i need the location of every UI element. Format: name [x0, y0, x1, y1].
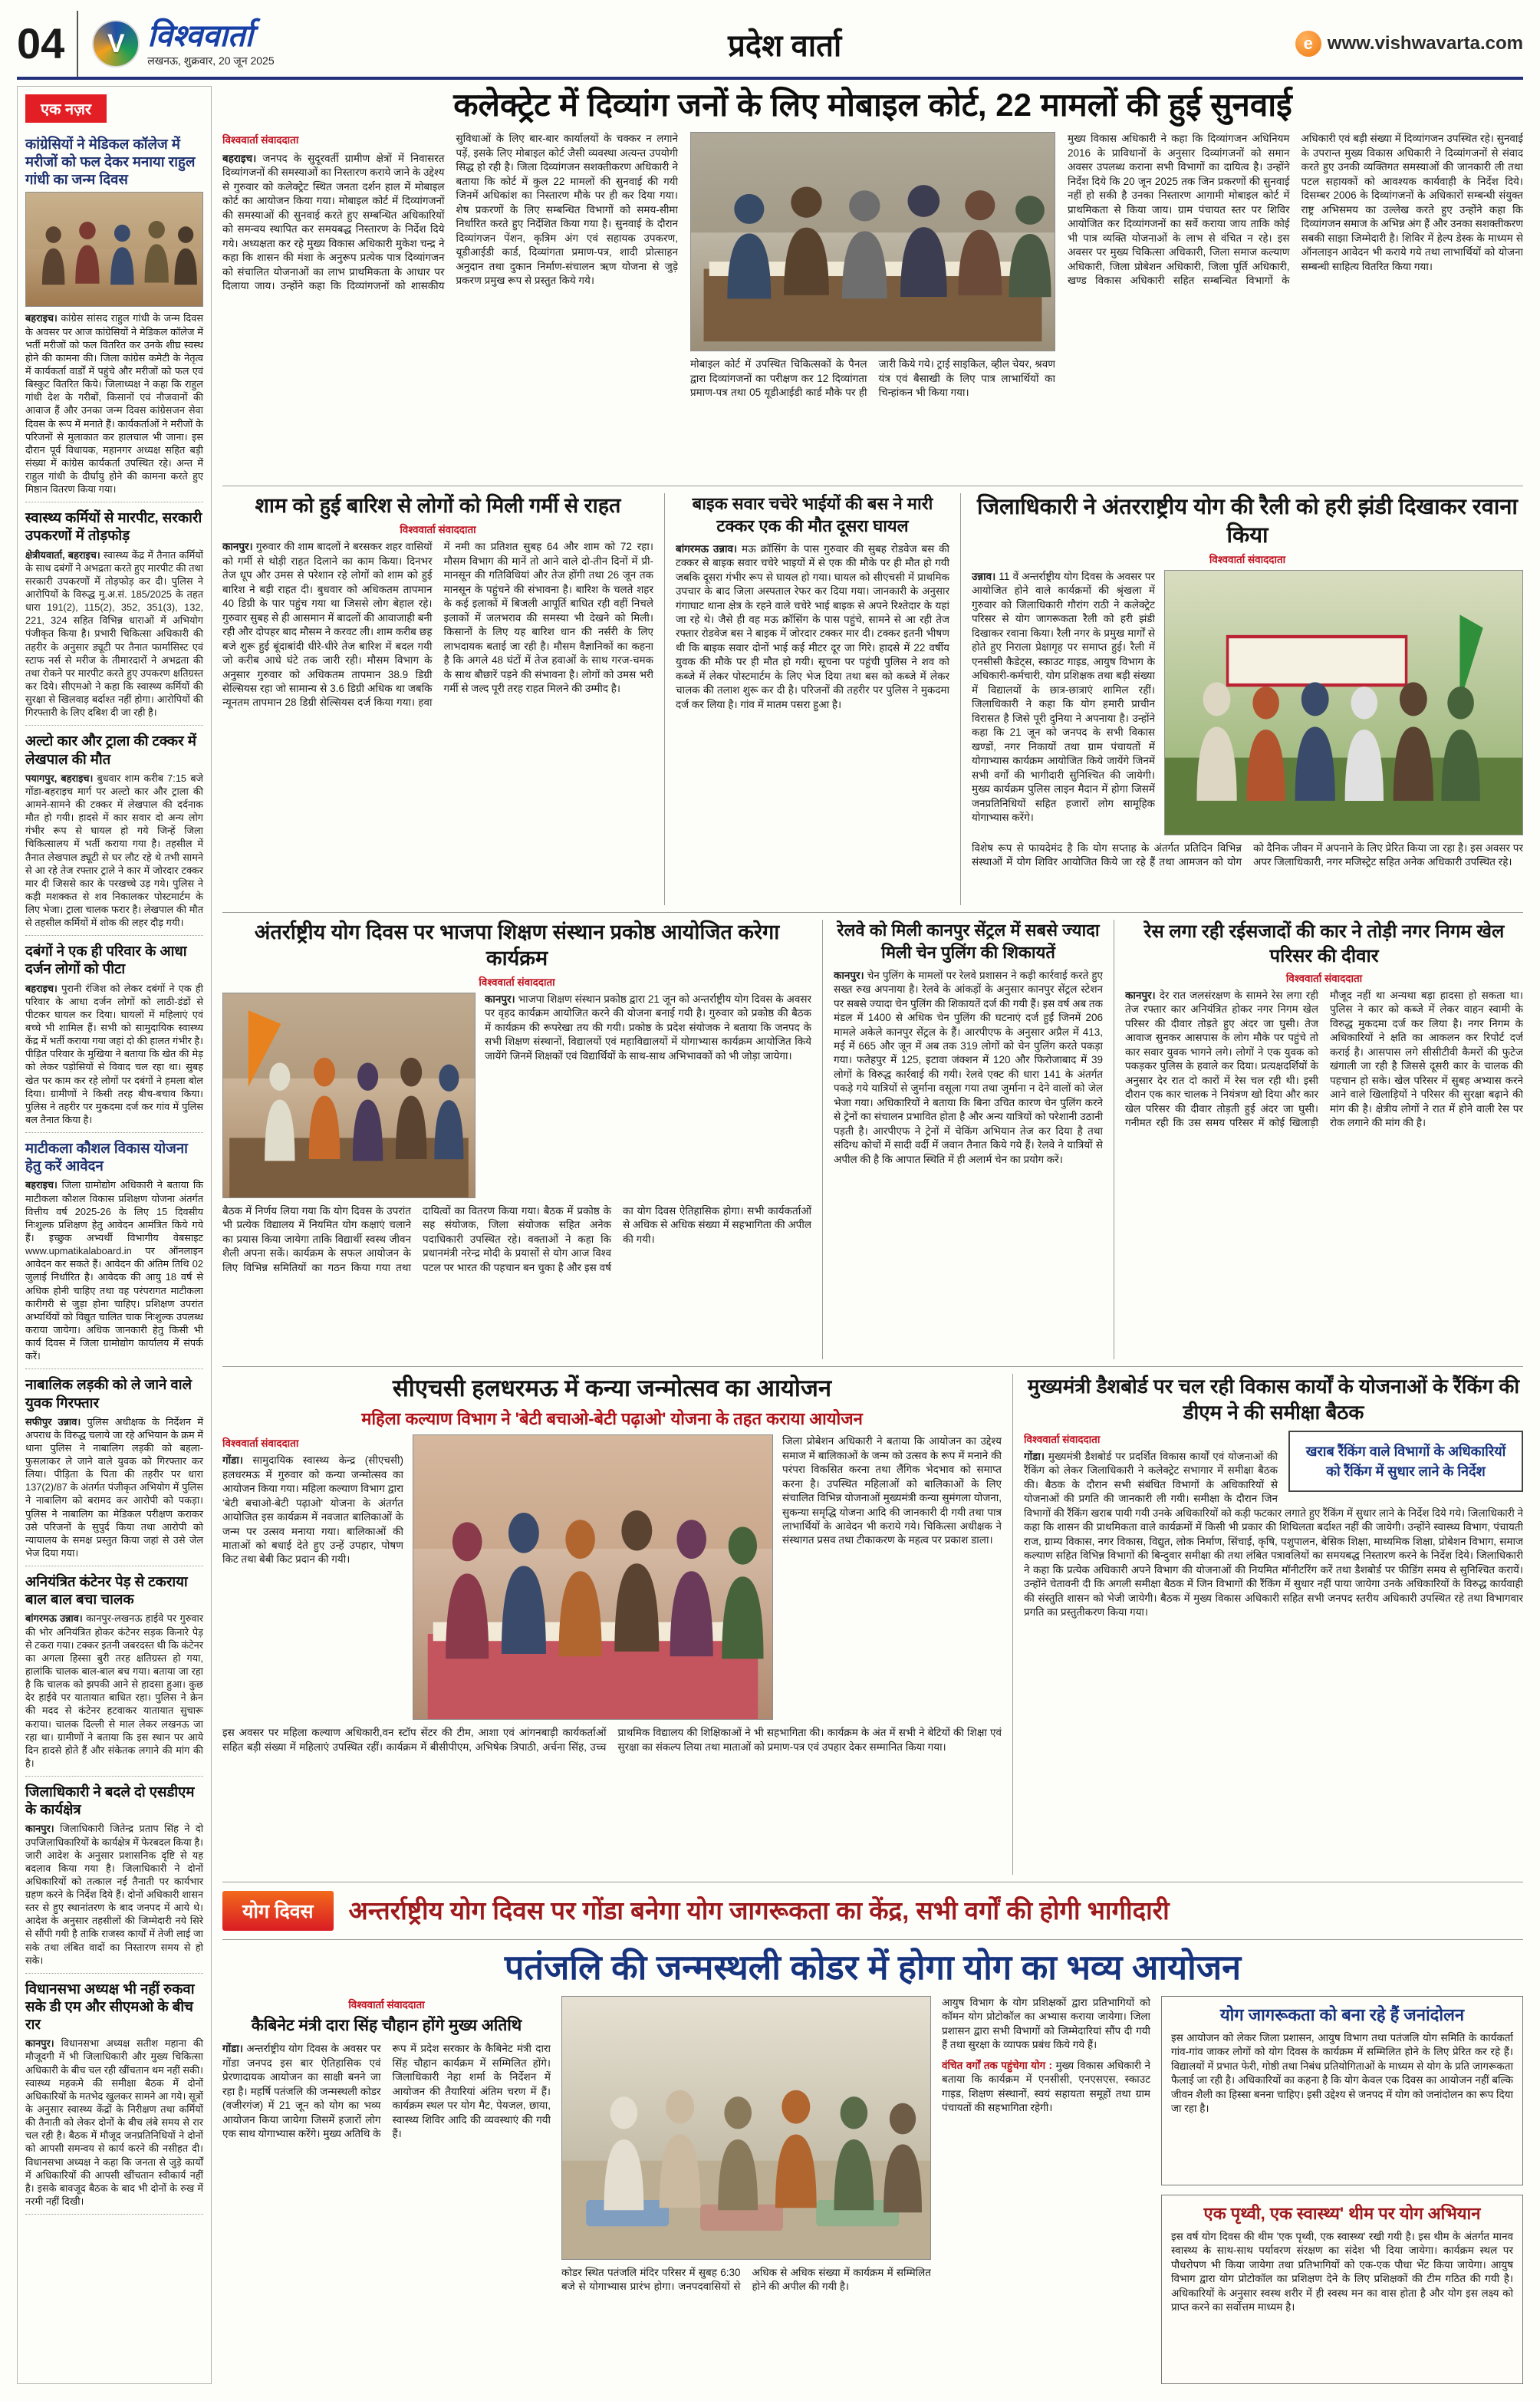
globe-icon: e [1295, 31, 1321, 57]
article-body: मुख्य विकास अधिकारी ने बताया कि कार्यक्रम में एनसीसी, एनएसएस, स्काउट गाइड, शिक्षण संस्थानों, स्वयं सहायता समूहों तथा ग्राम पंचायतों की सहभागिता रहेगी। [942, 2059, 1150, 2114]
article-bjp-yoga-program [222, 920, 811, 1359]
article-body: 11 वें अन्तर्राष्ट्रीय योग दिवस के अवसर पर आयोजित होने वाले कार्यक्रमों की श्रृंखला में गुरुवार को जिलाधिकारी गौरांग राठी ने कलेक्ट्रेट परिसर से योग जागरूकता रैली को हरी झंडी दिखाकर रवाना किया। रैली नगर के प्रमुख मार्गों से होते हुए निराला प्रेक्षागृह पर समाप्त हुई। रैली में एनसीसी कैडेट्स, स्काउट गाइड, आयुष विभाग के अधिकारी-कर्मचारी, योग प्रशिक्षक तथा बड़ी संख्या में विद्यालयों के छात्र-छात्राएं शामिल रहीं। जिलाधिकारी ने कहा कि योग हमारी प्राचीन विरासत है जिसे पूरी दुनिया ने अपनाया है। उन्होंने कहा कि 21 जून को जनपद के सभी विकास खण्डों, नगर निकायों तथा ग्राम पंचायतों में योगाभ्यास कार्यक्रम आयोजित किये जायेंगे जिनमें सभी वर्गों की भागीदारी सुनिश्चित की जायेगी। मुख्य कार्यक्रम पुलिस लाइन मैदान में होगा जिसमें जनप्रतिनिधियों सहित हजारों लोग सामूहिक योगाभ्यास करेंगे। [972, 570, 1155, 824]
article-headline: जिलाधिकारी ने अंतरराष्ट्रीय योग की रैली को हरी झंडी दिखाकर रवाना किया [977, 495, 1518, 548]
yog-diwas-badge: योग दिवस [222, 1891, 334, 1931]
sidebar-article-congress [25, 129, 203, 502]
dateline: कानपुर। [834, 969, 864, 981]
article-body: चेन पुलिंग के मामलों पर रेलवे प्रशासन ने कड़ी कार्रवाई करते हुए सख्त रुख अपनाया है। रेलवे के आंकड़ों के अनुसार कानपुर सेंट्रल स्टेशन पर सबसे ज्यादा चेन पुलिंग की शिकायतें दर्ज की गयी हैं। इस वर्ष अब तक मंडल में 1400 से अधिक चेन पुलिंग की घटनाएं दर्ज हुईं जिनमें 206 मामले अकेले कानपुर सेंट्रल के हैं। आरपीएफ के अनुसार अप्रैल में 413, मई में 665 और जून में अब तक 319 लोगों को चेन पुलिंग करते पकड़ा गया। फतेहपुर में 125, इटावा जंक्शन में 120 और फिरोजाबाद में 39 लोगों के विरुद्ध कार्रवाई की गयी। रेलवे एक्ट की धारा 141 के अंतर्गत पकड़े गये यात्रियों से जुर्माना वसूला गया तथा जुर्माना न देने वालों को जेल भेजा गया। अधिकारियों ने बताया कि बिना उचित कारण चेन पुलिंग करने से ट्रेनों का संचालन प्रभावित होता है और अन्य यात्रियों को परेशानी उठानी पड़ती है। आरपीएफ ने ट्रेनों में चेकिंग अभियान तेज कर दिया है तथा संदिग्ध कोचों में सादी वर्दी में जवान तैनात किये गये हैं। रेलवे ने यात्रियों से अपील की है कि आपात स्थिति में ही अलार्म चेन का प्रयोग करें। [834, 969, 1103, 1165]
article-headline: रेस लगा रही रईसजादों की कार ने तोड़ी नगर निगम खेल परिसर की दीवार [1143, 921, 1505, 967]
byline: विश्ववार्ता संवाददाता [1024, 1433, 1101, 1445]
article-body: पुलिस अधीक्षक के निर्देशन में अपराध के विरुद्ध चलाये जा रहे अभियान के क्रम में थाना पुलिस ने नाबालिग लड़की को बहला-फुसलाकर ले जाने वाले युवक को गिरफ्तार कर लिया। पीड़िता के पिता की तहरीर पर धारा 137(2)/87 के अंतर्गत पंजीकृत अभियोग में पुलिस ने नाबालिग को बरामद कर आरोपी को पकड़ा। पुलिस ने नाबालिग का मेडिकल परीक्षण कराकर उसे परिजनों के सुपुर्द किया तथा आरोपी को न्यायालय के समक्ष प्रस्तुत किया जहां से उसे जेल भेज दिया गया। [25, 1415, 203, 1559]
yog-diwas-strip [222, 1882, 1523, 1932]
article-headline: एक पृथ्वी, एक स्वास्थ्य' थीम पर योग अभियान [1203, 2204, 1481, 2223]
sidebar-article-family-beaten [25, 936, 203, 1133]
article-subhead: कैबिनेट मंत्री दारा सिंह चौहान होंगे मुख्य अतिथि [251, 2017, 522, 2034]
article-body: जिला प्रोबेशन अधिकारी ने बताया कि आयोजन का उद्देश्य समाज में बालिकाओं के जन्म को उत्सव के रूप में मनाने की परंपरा विकसित करना तथा लैंगिक भेदभाव को समाप्त करना है। उपस्थित महिलाओं को बालिकाओं के लिए संचालित विभिन्न योजनाओं मुख्यमंत्री कन्या सुमंगला योजना, सुकन्या समृद्धि योजना आदि की जानकारी दी गयी तथा पात्र लाभार्थियों के आवेदन भी कराये गये। चिकित्सा अधीक्षक ने संस्थागत प्रसव तथा टीकाकरण के महत्व पर प्रकाश डाला। [782, 1435, 1002, 1546]
article-body: विशेष रूप से फायदेमंद है कि योग सप्ताह के अंतर्गत प्रतिदिन विभिन्न संस्थाओं में योग शिविर आयोजित किये जा रहे हैं तथा आमजन को योग को दैनिक जीवन में अपनाने के लिए प्रेरित किया जा रहा है। इस अवसर पर अपर जिलाधिकारी, नगर मजिस्ट्रेट सहित अनेक अधिकारी उपस्थित रहे। [972, 842, 1523, 868]
byline: विश्ववार्ता संवाददाता [479, 976, 555, 988]
sidebar-article-dm-cmo-dispute [25, 1974, 203, 2215]
article-headline: जिलाधिकारी ने बदले दो एसडीएम के कार्यक्षेत्र [25, 1783, 195, 1818]
article-headline: मुख्यमंत्री डैशबोर्ड पर चल रही विकास कार्यों के योजनाओं के रैंकिंग की डीएम ने की समीक्षा बैठक [1027, 1375, 1520, 1424]
dateline: बहराइच। [222, 152, 257, 164]
article-body: मोबाइल कोर्ट में उपस्थित चिकित्सकों के पैनल द्वारा दिव्यांगजनों का परीक्षण कर 12 दिव्यांगता प्रमाण-पत्र तथा 05 यूडीआईडी कार्ड मौके पर ही जारी किये गये। ट्राई साइकिल, व्हील चेयर, श्रवण यंत्र एवं बैसाखी के लिए पात्र लाभार्थियों का चिन्हांकन भी किया गया। [690, 358, 1055, 399]
dateline: बांगरमऊ उन्नाव। [676, 542, 738, 555]
dateline: गोंडा। [222, 1454, 243, 1467]
photo-people-silhouettes [691, 133, 1055, 351]
article-body: देर रात जलसंरक्षण के सामने रेस लगा रही तेज रफ्तार कार अनियंत्रित होकर नगर निगम खेल परिसर की दीवार तोड़ते हुए अंदर जा घुसी। तेज आवाज सुनकर आसपास के लोग मौके पर पहुंचे तो कार सवार युवक भागने लगे। लोगों ने एक युवक को पकड़कर पुलिस के हवाले कर दिया। प्रत्यक्षदर्शियों के अनुसार देर रात दो कारों में रेस चल रही थी। इसी दौरान एक कार चालक ने नियंत्रण खो दिया और कार खेल परिसर की दीवार तोड़ती हुई अंदर जा घुसी। गनीमत रही कि उस समय परिसर में कोई खिलाड़ी मौजूद नहीं था अन्यथा बड़ा हादसा हो सकता था। पुलिस ने कार को कब्जे में लेकर वाहन स्वामी के विरुद्ध मुकदमा दर्ज कर लिया है। नगर निगम के अधिकारियों ने क्षति का आकलन कर रिपोर्ट दर्ज कराई है। आसपास लगे सीसीटीवी कैमरों की फुटेज खंगाली जा रही है जिससे दूसरी कार के चालक की पहचान हो सके। खेल परिसर में सुबह अभ्यास करने आने वाले खिलाड़ियों ने परिसर की सुरक्षा बढ़ाने की मांग की है। क्षेत्रीय लोगों ने रात में होने वाली रेस पर रोक लगाने की मांग की है। [1125, 989, 1523, 1129]
dateline: गोंडा। [222, 2043, 243, 2055]
sidebar-article-sdm-transfer [25, 1777, 203, 1974]
article-race-car-wall [1114, 920, 1523, 1359]
dateline: कानपुर। [222, 541, 253, 553]
dateline: उन्नाव। [972, 570, 996, 582]
byline: विश्ववार्ता संवाददाता [1285, 972, 1363, 984]
page-number: 04 [17, 19, 65, 68]
highlight-box: खराब रैंकिंग वाले विभागों के अधिकारियों को रैंकिंग में सुधार लाने के निर्देश [1288, 1431, 1523, 1492]
article-body: इस आयोजन को लेकर जिला प्रशासन, आयुष विभाग तथा पतंजलि योग समिति के कार्यकर्ता गांव-गांव जाकर लोगों को योग दिवस के कार्यक्रम में सम्मिलित होने के लिए प्रेरित कर रहे हैं। विद्यालयों में प्रभात फेरी, गोष्ठी तथा निबंध प्रतियोगिताओं के माध्यम से योग के प्रति जागरूकता फैलाई जा रही है। अधिकारियों का कहना है कि योग केवल एक दिवस का आयोजन नहीं बल्कि जीवन शैली का हिस्सा बनना चाहिए। इसी उद्देश्य से जनपद में योग को जनांदोलन का रूप दिया जा रहा है। [1171, 2031, 1513, 2115]
photo-people-silhouettes [223, 993, 475, 1197]
article-headline: कलेक्ट्रेट में दिव्यांग जनों के लिए मोबाइल कोर्ट, 22 मामलों की हुई सुनवाई [453, 87, 1292, 123]
article-body: मुख्यमंत्री डैशबोर्ड पर प्रदर्शित विकास कार्यों एवं योजनाओं की रैंकिंग को लेकर जिलाधिकारी ने कलेक्ट्रेट सभागार में समीक्षा बैठक की। बैठक के दौरान सभी संबंधित विभागों के अधिकारियों से योजनाओं की प्रगति की जानकारी ली गयी। समीक्षा के दौरान जिन विभागों की रैंकिंग खराब पायी गयी उनके अधिकारियों को कड़ी फटकार लगाते हुए रैंकिंग में सुधार लाने के निर्देश दिये गये। जिलाधिकारी ने कहा कि शासन की प्राथमिकता वाले कार्यक्रमों में किसी भी प्रकार की शिथिलता बर्दाश्त नहीं की जायेगी। उन्होंने स्वास्थ्य विभाग, पंचायती राज, ग्राम्य विकास, नगर विकास, विद्युत, लोक निर्माण, सिंचाई, कृषि, पशुपालन, बेसिक शिक्षा, माध्यमिक शिक्षा, प्रोबेशन विभाग, समाज कल्याण सहित विभिन्न विभागों की बिन्दुवार समीक्षा की तथा लंबित पत्रावलियों का समयबद्ध निस्तारण करने के निर्देश दिये। जिलाधिकारी ने कहा कि प्रत्येक अधिकारी अपने विभाग की योजनाओं की नियमित मॉनीटरिंग करें तथा डैशबोर्ड पर फीडिंग समय से सुनिश्चित करायें। उन्होंने चेतावनी दी कि अगली समीक्षा बैठक में जिन विभागों की रैंकिंग में सुधार नहीं पाया जायेगा उनके अधिकारियों के विरुद्ध कार्यवाही की संस्तुति शासन को भेजी जायेगी। बैठक में मुख्य विकास अधिकारी सहित सभी जनपद स्तरीय अधिकारी उपस्थित रहे तथा विभागवार प्रगति का प्रस्तुतीकरण किया गया। [1024, 1450, 1523, 1619]
strip-headline: अन्तर्राष्ट्रीय योग दिवस पर गोंडा बनेगा योग जागरूकता का केंद्र, सभी वर्गों की होगी भागीदारी [348, 1896, 1170, 1925]
photo-bjp-meeting [222, 993, 475, 1198]
article-headline: नाबालिक लड़की को ले जाने वाले युवक गिरफ्तार [25, 1376, 192, 1411]
article-subhead: महिला कल्याण विभाग ने 'बेटी बचाओ-बेटी पढ़ाओ' योजना के तहत कराया आयोजन [361, 1409, 863, 1429]
article-body: भाजपा शिक्षण संस्थान प्रकोष्ठ द्वारा 21 जून को अन्तर्राष्ट्रीय योग दिवस के अवसर पर वृहद कार्यक्रम आयोजित करने की योजना बनाई गयी है। गुरुवार को प्रकोष्ठ की बैठक में कार्यक्रम की रूपरेखा तय की गयी। प्रकोष्ठ के प्रदेश संयोजक ने बताया कि जनपद के सभी शिक्षण संस्थानों, विद्यालयों एवं महाविद्यालयों में योगाभ्यास कार्यक्रम आयोजित किये जायेंगे जिनमें शिक्षकों एवं विद्यार्थियों के साथ-साथ अभिभावकों को भी जोड़ा जायेगा। [485, 993, 811, 1062]
row-weather-accident-rally [222, 486, 1523, 905]
article-headline: दबंगों ने एक ही परिवार के आधा दर्जन लोगों को पीटा [25, 943, 187, 977]
article-body: कानपुर-लखनऊ हाईवे पर गुरुवार की भोर अनियंत्रित होकर कंटेनर सड़क किनारे पेड़ से टकरा गया। टक्कर इतनी जबरदस्त थी कि कंटेनर का अगला हिस्सा बुरी तरह क्षतिग्रस्त हो गया, हालांकि चालक बाल-बाल बच गया। बताया जा रहा है कि चालक को झपकी आने से हादसा हुआ। कुछ देर हाईवे पर यातायात बाधित रहा। पुलिस ने क्रेन की मदद से कंटेनर हटवाकर यातायात सुचारू कराया। चालक दिल्ली से माल लेकर लखनऊ जा रहा था। ग्रामीणों ने बताया कि इस स्थान पर आये दिन हादसे होते हैं और संकेतक लगाने की मांग की है। [25, 1612, 204, 1769]
section-title: प्रदेश वार्ता [728, 28, 842, 63]
page-content [17, 86, 1523, 2384]
article-body: मुख्य विकास अधिकारी ने कहा कि दिव्यांगजन अधिनियम 2016 के प्राविधानों के अनुसार दिव्यांगजनों को समान अवसर उपलब्ध कराना सभी विभागों का दायित्व है। उन्होंने निर्देश दिये कि 20 जून 2025 तक जिन प्रकरणों की सुनवाई नहीं हो सकी है उनका निस्तारण आगामी मोबाइल कोर्ट में प्राथमिकता से किया जाय। ग्राम पंचायत स्तर पर शिविर आयोजित कर दिव्यांगजनों का सर्वे कराया जाय ताकि कोई भी पात्र व्यक्ति योजनाओं के लाभ से वंचित न रहे। इस अवसर पर मुख्य चिकित्सा अधिकारी, जिला समाज कल्याण अधिकारी, जिला प्रोबेशन अधिकारी, जिला पूर्ति अधिकारी, खण्ड विकास अधिकारी सहित सम्बन्धित विभागों के अधिकारी एवं बड़ी संख्या में दिव्यांगजन उपस्थित रहे। सुनवाई के उपरान्त मुख्य विकास अधिकारी ने दिव्यांगजनों से संवाद करते हुए उनकी व्यक्तिगत समस्याओं की जानकारी ली तथा पटल सहायकों को आवश्यक कार्यवाही के निर्देश दिये। दिसम्बर 2006 के दिव्यांगजनों के अधिकारों सम्बन्धी संयुक्त राष्ट्र अभिसमय का उल्लेख करते हुए उन्होंने कहा कि दिव्यांगजन समाज के अभिन्न अंग हैं और उनका सशक्तीकरण सबकी साझा जिम्मेदारी है। शिविर में हेल्प डेस्क के माध्यम से ऑनलाइन आवेदन भी कराये गये तथा लाभार्थियों को योजना सम्बन्धी साहित्य वितरित किया गया। [1068, 133, 1523, 287]
article-headline: बाइक सवार चचेरे भाईयों की बस ने मारी टक्कर एक की मौत दूसरा घायल [692, 494, 933, 535]
article-headline: अल्टो कार और ट्राला की टक्कर में लेखपाल की मौत [25, 733, 196, 767]
photo-people-silhouettes [26, 193, 202, 306]
page-number-block [17, 11, 78, 77]
byline: विश्ववार्ता संवाददाता [400, 524, 476, 536]
brand-block [92, 20, 274, 68]
article-headline: स्वास्थ्य कर्मियों से मारपीट, सरकारी उपकरणों में तोड़फोड़ [25, 509, 202, 544]
dateline: गोंडा। [1024, 1450, 1045, 1462]
byline: विश्ववार्ता संवाददाता [1209, 553, 1286, 565]
article-headline: शाम को हुई बारिश से लोगों को मिली गर्मी से राहत [255, 494, 621, 518]
article-yog-theme [1161, 2195, 1523, 2384]
article-bike-bus-accident [664, 493, 949, 905]
article-chain-pulling [822, 920, 1103, 1359]
article-headline: पतंजलि की जन्मस्थली कोडर में होगा योग का भव्य आयोजन [504, 1948, 1242, 1987]
photo-congress-fruit-distribution [25, 192, 203, 307]
sidebar-article-matikala-yojana [25, 1133, 203, 1369]
article-body: विधानसभा अध्यक्ष सतीश महाना की मौजूदगी में भी जिलाधिकारी और मुख्य चिकित्सा अधिकारी के बीच चल रही खींचतान थम नहीं सकी। स्वास्थ्य महकमे की समीक्षा बैठक में दोनों अधिकारियों के मतभेद खुलकर सामने आ गये। सूत्रों के अनुसार स्वास्थ्य केंद्रों के निरीक्षण तथा कर्मियों की तैनाती को लेकर दोनों के बीच लंबे समय से रार चल रही है। बैठक में मौजूद जनप्रतिनिधियों ने दोनों को आपसी समन्वय से कार्य करने की नसीहत दी। विधानसभा अध्यक्ष ने कहा कि जनता से जुड़े कार्यों में अधिकारियों की आपसी खींचतान स्वीकार्य नहीं है। इसके बावजूद बैठक के बाद भी दोनों के रुख में नरमी नहीं दिखी। [25, 2037, 203, 2207]
dateline: बांगरमऊ उन्नाव। [25, 1612, 83, 1625]
article-body: कांग्रेस सांसद राहुल गांधी के जन्म दिवस के अवसर पर आज कांग्रेसियों ने मेडिकल कॉलेज में भर्ती मरीजों को फल वितरित कर उनके शीघ्र स्वस्थ होने की कामना की। जिला कांग्रेस कमेटी के नेतृत्व में कार्यकर्ता वार्डों में पहुंचे और मरीजों को फल एवं बिस्कुट वितरित किये। जिलाध्यक्ष ने कहा कि राहुल गांधी देश के गरीबों, किसानों एवं नौजवानों की आवाज हैं और उनका जन्म दिवस कांग्रेसजन सेवा दिवस के रूप में मनाते हैं। कार्यकर्ताओं ने मरीजों के परिजनों से मुलाकात कर हालचाल भी जाना। इस दौरान पूर्व विधायक, महानगर अध्यक्ष सहित बड़ी संख्या में कांग्रेस कार्यकर्ता उपस्थित रहे। अन्त में राहुल गांधी के दीर्घायु होने की कामना करते हुए मिष्ठान वितरण किया गया। [25, 312, 203, 496]
article-headline: अनियंत्रित कंटेनर पेड़ से टकराया बाल बाल बचा चालक [25, 1573, 188, 1608]
article-headline: माटीकला कौशल विकास योजना हेतु करें आवेदन [25, 1140, 188, 1174]
article-body: इस वर्ष योग दिवस की थीम 'एक पृथ्वी, एक स्वास्थ्य' रखी गयी है। इस थीम के अंतर्गत मानव स्वास्थ्य के साथ-साथ पर्यावरण संरक्षण का संदेश भी दिया जायेगा। कार्यक्रम स्थल पर पौधरोपण भी किया जायेगा तथा प्रतिभागियों को एक-एक पौधा भेंट किया जायेगा। आयुष विभाग द्वारा योग प्रोटोकॉल का प्रशिक्षण देने के लिए प्रशिक्षकों की टीम गठित की गयी है। अधिकारियों के अनुसार स्वस्थ शरीर में ही स्वस्थ मन का वास होता है और योग इस लक्ष्य को प्राप्त करने का सर्वोत्तम माध्यम है। [1171, 2230, 1513, 2314]
sidebar-article-container-crash [25, 1566, 203, 1777]
article-body: बैठक में निर्णय लिया गया कि योग दिवस के उपरांत भी प्रत्येक विद्यालय में नियमित योग कक्षाएं चलाने का प्रयास किया जायेगा ताकि विद्यार्थी स्वस्थ जीवन शैली अपना सकें। कार्यक्रम के सफल आयोजन के लिए विभिन्न समितियों का गठन किया गया तथा दायित्वों का वितरण किया गया। बैठक में प्रकोष्ठ के सह संयोजक, जिला संयोजक सहित अनेक पदाधिकारी उपस्थित रहे। वक्ताओं ने कहा कि प्रधानमंत्री नरेन्द्र मोदी के प्रयासों से योग आज विश्व पटल पर भारत की पहचान बन चुका है और इस वर्ष का योग दिवस ऐतिहासिक होगा। सभी कार्यकर्ताओं से अधिक से अधिक संख्या में सहभागिता की अपील की गयी। [222, 1204, 811, 1273]
masthead-title: विश्ववार्ता [147, 18, 253, 53]
section-label-ek-nazar: एक नज़र [25, 94, 107, 123]
article-headline: योग जागरूकता को बना रहे हैं जनांदोलन [1219, 2005, 1465, 2024]
dateline: कानपुर। [1125, 989, 1156, 1001]
dateline: बहराइच। [25, 1179, 58, 1191]
dateline: बहराइच। [25, 312, 58, 324]
dateline: कानपुर। [25, 2037, 54, 2050]
article-patanjali-yoga-event [222, 1939, 1523, 2384]
page-header [17, 11, 1523, 80]
photo-patanjali-yoga-hall [561, 1996, 931, 2260]
article-yog-jan-andolan [1161, 1996, 1523, 2185]
article-cm-dashboard-review [1012, 1374, 1523, 1875]
website-url: www.vishwavarta.com [1327, 33, 1523, 54]
website-link[interactable] [1295, 31, 1523, 57]
article-body: जनपद के सुदूरवर्ती ग्रामीण क्षेत्रों में निवासरत दिव्यांगजनों की समस्याओं का निस्तारण कराये जाने के उद्देश्य से गुरुवार को कलेक्ट्रेट स्थित जनता दर्शन हाल में मोबाइल कोर्ट का आयोजन किया गया। मोबाइल कोर्ट में दिव्यांगजनों की समस्याओं की सुनवाई करते हुए सम्बन्धित अधिकारियों को समन्वय स्थापित कर समयबद्ध निस्तारण के निर्देश दिये गये। अध्यक्षता कर रहे मुख्य विकास अधिकारी मुकेश चन्द्र ने कहा कि शासन की मंशा के अनुरूप प्रत्येक पात्र दिव्यांगजन को संचालित योजनाओं का लाभ प्राथमिकता के आधार पर दिलाया जाय। उन्होंने कहा कि दिव्यांगजनों को शासकीय सुविधाओं के लिए बार-बार कार्यालयों के चक्कर न लगाने पड़ें, इसके लिए मोबाइल कोर्ट जैसी व्यवस्था अत्यन्त उपयोगी सिद्ध हो रही है। जिला दिव्यांगजन सशक्तीकरण अधिकारी ने बताया कि कोर्ट में कुल 22 मामलों की सुनवाई की गयी जिनमें अधिकांश का निस्तारण मौके पर ही कर दिया गया। शेष प्रकरणों के लिए सम्बन्धित विभागों को समय-सीमा निर्धारित करते हुए निर्देशित किया गया है। सुनवाई के दौरान दिव्यांगजन पेंशन, कृत्रिम अंग एवं सहायक उपकरण, यूडीआईडी कार्ड, दिव्यांगता प्रमाण-पत्र, शादी प्रोत्साहन अनुदान तथा दुकान निर्माण-संचालन ऋण योजना से जुड़े प्रकरण प्रमुख रूप से प्रस्तुत किये गये। [222, 133, 678, 292]
article-body: कोडर स्थित पतंजलि मंदिर परिसर में सुबह 6:30 बजे से योगाभ्यास प्रारंभ होगा। जनपदवासियों से अधिक से अधिक संख्या में कार्यक्रम में सम्मिलित होने की अपील की गयी है। [561, 2267, 931, 2293]
byline: विश्ववार्ता संवाददाता [222, 1438, 299, 1450]
article-body: अन्तर्राष्ट्रीय योग दिवस के अवसर पर गोंडा जनपद इस बार ऐतिहासिक एवं प्रेरणादायक आयोजन का साक्षी बनने जा रहा है। महर्षि पतंजलि की जन्मस्थली कोडर (वजीरगंज) में 21 जून को योग का भव्य आयोजन किया जायेगा जिसमें हजारों लोग एक साथ योगाभ्यास करेंगे। मुख्य अतिथि के रूप में प्रदेश सरकार के कैबिनेट मंत्री दारा सिंह चौहान कार्यक्रम में सम्मिलित होंगे। जिलाधिकारी नेहा शर्मा के निर्देशन में आयोजन की तैयारियां अंतिम चरण में हैं। कार्यक्रम स्थल पर योग मैट, पेयजल, छाया, स्वास्थ्य शिविर आदि की व्यवस्थाएं की गयी हैं। [222, 2043, 551, 2140]
dateline: सफीपुर उन्नाव। [25, 1415, 81, 1428]
article-kanya-janmotsav [222, 1374, 1002, 1875]
article-headline: विधानसभा अध्यक्ष भी नहीं रुकवा सके डी एम और सीएमओ के बीच रार [25, 1980, 195, 2033]
article-headline: रेलवे को मिली कानपुर सेंट्रल में सबसे ज्यादा मिली चेन पुलिंग की शिकायतें [837, 921, 1100, 962]
byline: विश्ववार्ता संवाददाता [348, 1999, 425, 2011]
photo-people-silhouettes [413, 1435, 772, 1719]
article-body: सामुदायिक स्वास्थ्य केन्द्र (सीएचसी) हलधरमऊ में गुरुवार को कन्या जन्मोत्सव का आयोजन किया गया। महिला कल्याण विभाग द्वारा 'बेटी बचाओ-बेटी पढ़ाओ' योजना के अंतर्गत आयोजित इस कार्यक्रम में नवजात बालिकाओं के जन्म पर उत्सव मनाया गया। बालिकाओं की माताओं को बधाई देते हुए उन्हें उपहार, पोषण किट तथा बेबी किट प्रदान की गयी। [222, 1454, 403, 1566]
inline-subhead: वंचित वर्गों तक पहुंचेगा योग : [942, 2059, 1052, 2071]
article-body: जिलाधिकारी जितेन्द्र प्रताप सिंह ने दो उपजिलाधिकारियों के कार्यक्षेत्र में फेरबदल किया है। जारी आदेश के अनुसार प्रशासनिक दृष्टि से यह बदलाव किया गया है। जिलाधिकारी ने दोनों अधिकारियों को तत्काल नई तैनाती पर कार्यभार ग्रहण करने के निर्देश दिये हैं। दोनों अधिकारी शासन स्तर से हुए स्थानांतरण के बाद जनपद में आये थे। आदेश के अनुसार तहसीलों की जिम्मेदारी नये सिरे से सौंपी गयी है ताकि राजस्व कार्यों में तेजी लाई जा सके तथा लंबित वादों का निस्तारण समय से हो सके। [25, 1823, 204, 1966]
logo-letter: V [107, 28, 125, 58]
dateline: क्षेत्रीयवार्ता, बहराइच। [25, 548, 100, 561]
row-bjp-railway-car [222, 912, 1523, 1359]
dateline: कानपुर। [25, 1823, 54, 1835]
article-body: गुरुवार की शाम बादलों ने बरसकर शहर वासियों को गर्मी से थोड़ी राहत दिलाने का काम किया। दिनभर तेज धूप और उमस से परेशान रहे लोगों को शाम को हुई बारिश ने बड़ी राहत दी। बुधवार को अधिकतम तापमान 40 डिग्री के पार पहुंच गया था जिससे लोग बेहाल रहे। गुरुवार सुबह से ही आसमान में बादलों की आवाजाही बनी रही और दोपहर बाद मौसम ने करवट ली। शाम करीब छह बजे शुरू हुई बूंदाबांदी धीरे-धीरे तेज बारिश में बदल गयी जो करीब आधे घंटे तक जारी रही। मौसम विभाग के अनुसार गुरुवार को अधिकतम तापमान 38.9 डिग्री सेल्सियस रहा जो सामान्य से 3.6 डिग्री अधिक था जबकि न्यूनतम तापमान 28 डिग्री सेल्सियस दर्ज किया गया। हवा में नमी का प्रतिशत सुबह 64 और शाम को 72 रहा। मौसम विभाग की मानें तो आने वाले दो-तीन दिनों में प्री-मानसून की गतिविधियां और तेज होंगी तथा 26 जून तक मानसून के पहुंचने की संभावना है। बारिश के चलते शहर के कई इलाकों में बिजली आपूर्ति बाधित रही वहीं निचले इलाकों में जलभराव की समस्या भी देखने को मिली। किसानों के लिए यह बारिश धान की नर्सरी के लिए लाभदायक बताई जा रही है। मौसम वैज्ञानिकों का कहना है कि अगले 48 घंटों में तेज हवाओं के साथ गरज-चमक के साथ बौछारें पड़ने की संभावना है। लोगों को उमस भरी गर्मी से जल्द पूरी तरह राहत मिलने की उम्मीद है। [222, 541, 653, 709]
photo-people-silhouettes [1165, 571, 1522, 835]
article-headline: कांग्रेसियों ने मेडिकल कॉलेज में मरीजों को फल देकर मनाया राहुल गांधी का जन्म दिवस [25, 136, 196, 188]
dateline: बहराइच। [25, 982, 58, 994]
photo-mobile-court-hearing [690, 132, 1055, 351]
article-body: आयुष विभाग के योग प्रशिक्षकों द्वारा प्रतिभागियों को कॉमन योग प्रोटोकॉल का अभ्यास कराया जायेगा। जिला प्रशासन द्वारा सभी विभागों को जिम्मेदारियां सौंप दी गयी हैं तथा सुरक्षा के व्यापक प्रबंध किये गये हैं। [942, 1997, 1150, 2051]
byline: विश्ववार्ता संवाददाता [222, 134, 299, 147]
row-kanya-dashboard [222, 1366, 1523, 1875]
article-body: मऊ क्रॉसिंग के पास गुरुवार की सुबह रोडवेज बस की टक्कर से बाइक सवार चचेरे भाइयों में से एक की मौके पर ही मौत हो गयी जबकि दूसरा गंभीर रूप से घायल हो गया। घायल को सीएचसी में प्राथमिक उपचार के बाद जिला अस्पताल रेफर कर दिया गया। जानकारी के अनुसार गंगाघाट थाना क्षेत्र के रहने वाले चचेरे भाई बाइक से अपने रिश्तेदार के यहां जा रहे थे। जैसे ही वह मऊ क्रॉसिंग के पास पहुंचे, सामने से आ रही तेज रफ्तार रोडवेज बस ने बाइक में जोरदार टक्कर मार दी। टक्कर इतनी भीषण थी कि बाइक सवार दोनों भाई कई मीटर दूर जा गिरे। हादसे में 22 वर्षीय युवक की मौके पर ही मौत हो गयी। सूचना पर पहुंची पुलिस ने शव को कब्जे में लेकर पोस्टमार्टम के लिए भेज दिया तथा बस को कब्जे में लेकर चालक की तलाश शुरू कर दी है। परिजनों की तहरीर पर पुलिस ने मुकदमा दर्ज कर लिया है। गांव में मातम पसरा हुआ है। [676, 542, 949, 710]
dateline: पयागपुर, बहराइच। [25, 772, 94, 784]
sidebar-article-lekhpal-accident [25, 726, 203, 936]
article-body: जिला ग्रामोद्योग अधिकारी ने बताया कि माटीकला कौशल विकास प्रशिक्षण योजना अंतर्गत वित्तीय वर्ष 2025-26 के लिए 15 दिवसीय निःशुल्क प्रशिक्षण हेतु आवेदन आमंत्रित किये गये हैं। इच्छुक अभ्यर्थी विभागीय वेबसाइट www.upmatikalaboard.in पर ऑनलाइन आवेदन कर सकते हैं। आवेदन की अंतिम तिथि 02 जुलाई निर्धारित है। आवेदक की आयु 18 वर्ष से अधिक होनी चाहिए तथा वह परंपरागत माटीकला कारीगरी से जुड़ा होना चाहिए। प्रशिक्षण उपरांत अभ्यर्थियों को विद्युत चालित चाक निःशुल्क उपलब्ध कराया जायेगा। अधिक जानकारी हेतु किसी भी कार्य दिवस में जिला ग्रामोद्योग कार्यालय में संपर्क करें। [25, 1179, 203, 1362]
dateline: कानपुर। [485, 993, 515, 1005]
article-body-layout [222, 132, 1523, 479]
main-articles [222, 86, 1523, 2384]
sidebar-article-minor-girl-arrest [25, 1369, 203, 1566]
edition-dateline: लखनऊ, शुक्रवार, 20 जून 2025 [147, 54, 275, 67]
article-yoga-rally-flagoff [960, 493, 1523, 905]
article-body: इस अवसर पर महिला कल्याण अधिकारी,वन स्टॉप सेंटर की टीम, आशा एवं आंगनबाड़ी कार्यकर्ताओं सहित बड़ी संख्या में महिलाएं उपस्थित रहीं। कार्यक्रम में बीसीपीएम, अभिषेक त्रिपाठी, अर्चना सिंह, उच्च प्राथमिक विद्यालय की शिक्षिकाओं ने भी सहभागिता की। कार्यक्रम के अंत में सभी ने बेटियों की शिक्षा एवं सुरक्षा का संकल्प लिया तथा माताओं को प्रमाण-पत्र एवं उपहार देकर सम्मानित किया गया। [222, 1727, 1002, 1753]
photo-kanya-janmotsav [413, 1434, 773, 1720]
photo-people-silhouettes [562, 1997, 930, 2259]
article-body: पुरानी रंजिश को लेकर दबंगों ने एक ही परिवार के आधा दर्जन लोगों को लाठी-डंडों से पीटकर घायल कर दिया। घायलों में महिलाएं एवं बच्चे भी शामिल हैं। सभी को सामुदायिक स्वास्थ्य केंद्र में भर्ती कराया गया जहां दो की हालत गंभीर है। पीड़ित परिवार के मुखिया ने बताया कि खेत की मेड़ को लेकर पड़ोसियों से विवाद चल रहा था। सुबह खेत पर काम कर रहे लोगों पर दबंगों ने हमला बोल दिया। ग्रामीणों ने किसी तरह बीच-बचाव किया। पुलिस ने तहरीर पर मुकदमा दर्ज कर गांव में पुलिस बल तैनात किया है। [25, 982, 203, 1126]
article-body: बुधवार शाम करीब 7:15 बजे गोंडा-बहराइच मार्ग पर अल्टो कार और ट्राला की आमने-सामने की टक्कर में लेखपाल की दर्दनाक मौत हो गयी। हादसे में कार सवार दो अन्य लोग गंभीर रूप से घायल हो गये जिन्हें जिला चिकित्सालय में भर्ती कराया गया है। तहसील में तैनात लेखपाल ड्यूटी से घर लौट रहे थे तभी सामने से आ रहे तेज रफ्तार ट्राले ने कार में जोरदार टक्कर मार दी जिससे कार के परखच्चे उड़ गये। पुलिस ने कड़ी मशक्कत से शव निकालकर पोस्टमार्टम के लिए भेजा। ट्राला चालक फरार है। लेखपाल की मौत से तहसील कर्मियों में शोक की लहर दौड़ गयी। [25, 772, 204, 929]
article-body: स्वास्थ्य केंद्र में तैनात कर्मियों के साथ दबंगों ने अभद्रता करते हुए मारपीट की तथा सरकारी उपकरणों में तोड़फोड़ कर दी। पुलिस ने आरोपियों के विरुद्ध मु.अ.सं. 185/2025 के तहत धारा 191(2), 115(2), 352, 351(3), 132, 221, 324 सहित विभिन्न धाराओं में अभियोग पंजीकृत किया है। प्रभारी चिकित्सा अधिकारी की तहरीर के अनुसार ड्यूटी पर तैनात फार्मासिस्ट एवं स्टाफ नर्स से मरीज के तीमारदारों ने अभद्रता की तथा रोकने पर मारपीट करते हुए उपकरण क्षतिग्रस्त कर दिये। सीएमओ ने कहा कि स्वास्थ्य कर्मियों की सुरक्षा से खिलवाड़ बर्दाश्त नहीं होगा। आरोपियों की गिरफ्तारी के लिए दबिश दी जा रही है। [25, 548, 203, 719]
newspaper-logo-icon [92, 20, 140, 68]
sidebar-article-health-assault [25, 502, 203, 726]
article-mobile-court [222, 86, 1523, 479]
photo-yoga-rally [1164, 570, 1523, 835]
article-evening-rain [222, 493, 653, 905]
ek-nazar-sidebar [17, 86, 212, 2384]
article-headline: अंतर्राष्ट्रीय योग दिवस पर भाजपा शिक्षण संस्थान प्रकोष्ठ आयोजित करेगा कार्यक्रम [254, 921, 780, 970]
article-headline: सीएचसी हलधरमऊ में कन्या जन्मोत्सव का आयोजन [392, 1375, 832, 1402]
